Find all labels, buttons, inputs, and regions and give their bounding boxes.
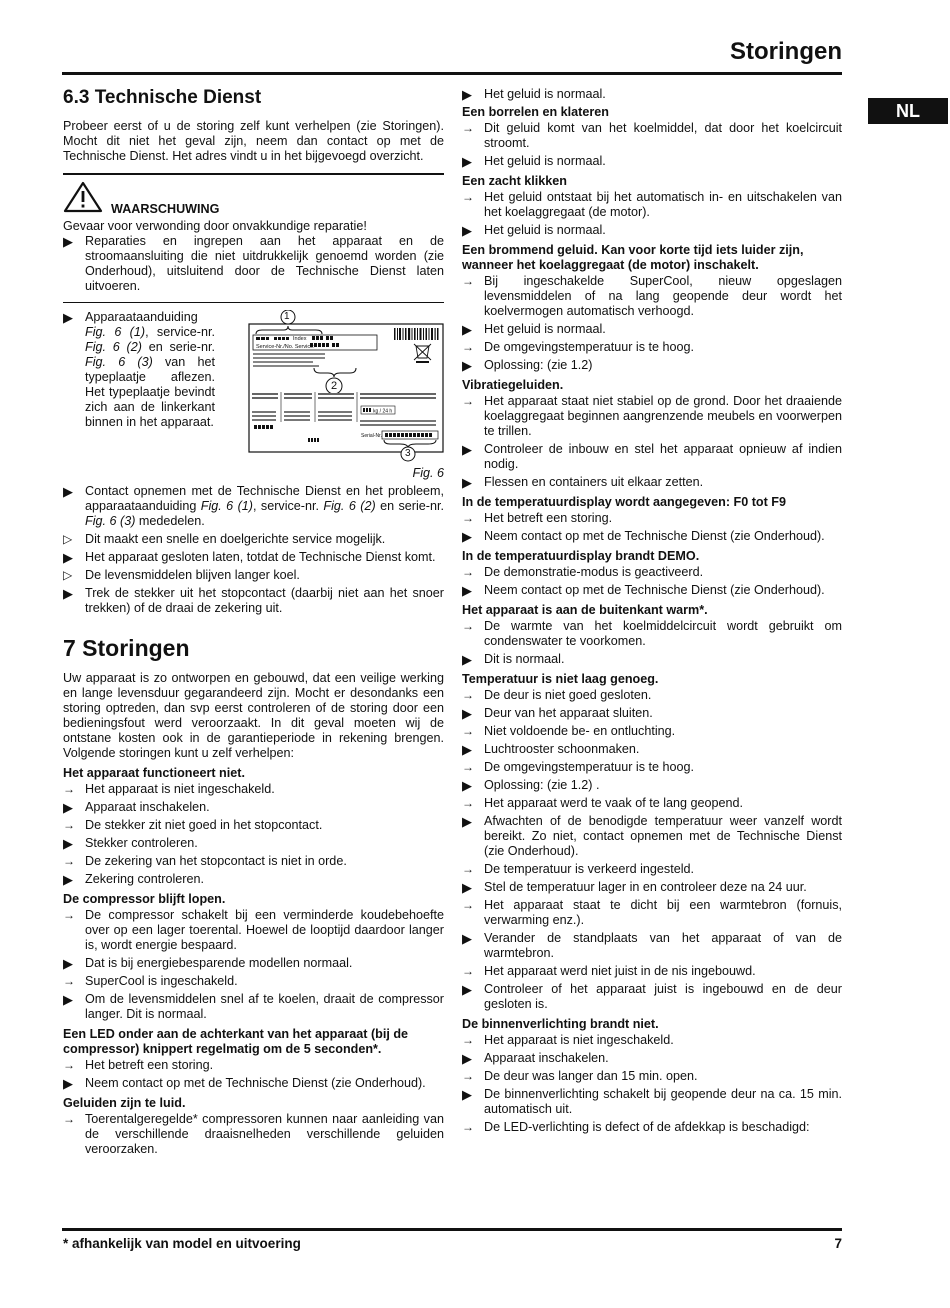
action-text: Dat is bij energiebesparende modellen normaal.	[85, 956, 353, 970]
cause-text: Het apparaat is niet ingeschakeld.	[85, 782, 275, 796]
list-item	[462, 1033, 842, 1048]
list-item	[462, 778, 842, 793]
list-item	[462, 724, 842, 739]
cause-marker: →	[462, 394, 474, 408]
list-item	[462, 619, 842, 649]
plate-index-label: Index	[293, 336, 307, 342]
contact-text-c: en serie-nr.	[375, 499, 444, 513]
cause-text: Het betreft een storing.	[484, 511, 613, 525]
list-item	[462, 1069, 842, 1084]
list-item	[462, 358, 842, 373]
trouble-group-title: Het apparaat functioneert niet.	[63, 766, 245, 780]
cause-text: Bij ingeschakelde SuperCool, nieuw opgeslagen levensmiddelen of na lang geopende deur wordt het koelvermogen automatisch verhoogd.	[484, 274, 842, 318]
fig-text-1: , service-nr.	[145, 325, 216, 339]
action-marker: ▶	[63, 550, 73, 565]
action-text: Het geluid is normaal.	[484, 223, 606, 237]
language-tab: NL	[868, 98, 948, 124]
cause-text: Dit geluid komt van het koelmiddel, dat door het koelcircuit stroomt.	[484, 121, 842, 150]
list-item	[63, 484, 444, 529]
action-text: Apparaat inschakelen.	[484, 1051, 609, 1065]
action-marker: ▶	[63, 310, 73, 325]
list-item	[462, 688, 842, 703]
action-text: Het geluid is normaal.	[484, 154, 606, 168]
list-item	[63, 1112, 444, 1157]
action-marker: ▶	[63, 872, 73, 887]
cause-text: De warmte van het koelmiddelcircuit wordt gebruikt om condenswater te voorkomen.	[484, 619, 842, 648]
action-marker: ▶	[462, 778, 472, 793]
trouble-group	[462, 174, 842, 238]
action-text: Deur van het apparaat sluiten.	[484, 706, 653, 720]
action-marker: ▶	[462, 931, 472, 946]
action-marker: ▶	[462, 1087, 472, 1102]
cause-text: De compressor schakelt bij een verminderde koudebehoefte over op een lager toerental. Hoewel de looptijd daardoor langer is, wordt energie bespaard.	[85, 908, 444, 952]
action-marker: ▶	[63, 234, 73, 249]
action-text: Om de levensmiddelen snel af te koelen, draait de compressor langer. Dit is normaal.	[85, 992, 444, 1021]
divider	[63, 173, 444, 175]
trouble-group-title: Temperatuur is niet laag genoeg.	[462, 672, 659, 686]
divider	[63, 302, 444, 303]
list-item	[462, 982, 842, 1012]
trouble-group	[462, 243, 842, 373]
action-marker: ▶	[63, 836, 73, 851]
cause-text: Het apparaat werd te vaak of te lang geopend.	[484, 796, 744, 810]
trouble-group	[63, 1027, 444, 1091]
list-item	[462, 190, 842, 220]
list-item	[462, 742, 842, 757]
type-plate-figure	[248, 310, 444, 462]
action-marker: ▶	[63, 992, 73, 1007]
trouble-group	[462, 105, 842, 169]
list-item	[462, 442, 842, 472]
storingen-intro: Uw apparaat is zo ontworpen en gebouwd, dat een veilige werking en lange levensduur gegarandeerd zijn. Mocht er desondanks een storing optreden, dan svp eerst controleren of de storing door een bedieningsfout werd veroorzaakt. In dit geval moeten wij de ontstane kosten ook in de garantieperiode in rekening brengen. Volgende storingen kunt u zelf verhelpen:	[63, 671, 444, 760]
list-item	[462, 565, 842, 580]
cause-marker: →	[462, 274, 474, 288]
action-marker: ▶	[462, 322, 472, 337]
trouble-group-title: De binnenverlichting brandt niet.	[462, 1017, 659, 1031]
action-text: Flessen en containers uit elkaar zetten.	[484, 475, 704, 489]
action-marker: ▶	[462, 583, 472, 598]
list-item	[462, 322, 842, 337]
action-text: Het apparaat gesloten laten, totdat de Technische Dienst komt.	[85, 550, 436, 564]
cause-text: Niet voldoende be- en ontluchting.	[484, 724, 676, 738]
list-item	[462, 223, 842, 238]
cause-text: De demonstratie-modus is geactiveerd.	[484, 565, 704, 579]
warning-text: Gevaar voor verwonding door onvakkundige reparatie!	[63, 219, 367, 233]
list-item	[462, 154, 842, 169]
list-item	[63, 818, 444, 833]
action-marker: ▶	[462, 358, 472, 373]
action-text: Stekker controleren.	[85, 836, 198, 850]
warning-action-item	[63, 234, 444, 294]
list-item	[63, 586, 444, 616]
figure-caption: Fig. 6	[412, 466, 444, 480]
plate-serial-label: Serial-Nr.	[361, 433, 382, 439]
list-item	[63, 836, 444, 851]
list-item	[462, 814, 842, 859]
action-text: Stel de temperatuur lager in en controleer deze na 24 uur.	[484, 880, 807, 894]
list-item	[462, 529, 842, 544]
action-text: Luchtrooster schoonmaken.	[484, 742, 640, 756]
action-marker: ▶	[63, 586, 73, 601]
list-item	[462, 340, 842, 355]
list-item	[462, 475, 842, 490]
list-item	[462, 652, 842, 667]
action-text: Oplossing: (zie 1.2) .	[484, 778, 600, 792]
cause-marker: →	[462, 565, 474, 579]
list-item	[462, 1051, 842, 1066]
result-marker: ▷	[63, 568, 73, 582]
cause-marker: →	[462, 1033, 474, 1047]
list-item	[462, 862, 842, 877]
action-marker: ▶	[462, 652, 472, 667]
callout-3-number: 3	[405, 448, 411, 459]
section-heading-technische-dienst: 6.3 Technische Dienst	[63, 87, 262, 108]
warning-header	[63, 181, 444, 217]
result-marker: ▷	[63, 532, 73, 546]
cause-text: SuperCool is ingeschakeld.	[85, 974, 238, 988]
trouble-groups-left	[63, 766, 444, 1157]
action-marker: ▶	[462, 982, 472, 997]
cause-marker: →	[462, 724, 474, 738]
cause-marker: →	[63, 1058, 75, 1072]
action-text: Dit is normaal.	[484, 652, 565, 666]
list-item	[63, 1058, 444, 1073]
fig-text-3: van het typeplaatje aflezen. Het typeplaatje bevindt zich aan de linkerkant binnen in het apparaat.	[85, 355, 216, 429]
cause-marker: →	[63, 818, 75, 832]
action-marker: ▶	[462, 475, 472, 490]
trouble-group	[63, 1096, 444, 1157]
list-item	[462, 1087, 842, 1117]
list-item	[63, 956, 444, 971]
list-item	[462, 706, 842, 721]
result-text: De levensmiddelen blijven langer koel.	[85, 568, 300, 582]
trouble-group-title: Vibratiegeluiden.	[462, 378, 564, 392]
list-item	[462, 1120, 842, 1135]
contact-text-d: mededelen.	[135, 514, 205, 528]
list-item	[63, 974, 444, 989]
right-column	[462, 87, 842, 1138]
trouble-group-title: Een LED onder aan de achterkant van het apparaat (bij de compressor) knippert regelmatig om de 5 seconden*.	[63, 1027, 409, 1056]
trouble-group-title: In de temperatuurdisplay brandt DEMO.	[462, 549, 700, 563]
action-marker: ▶	[462, 1051, 472, 1066]
list-item	[63, 568, 444, 583]
cause-marker: →	[462, 1069, 474, 1083]
list-item	[462, 121, 842, 151]
trouble-group-title: Een brommend geluid. Kan voor korte tijd iets luider zijn, wanneer het koelaggregaat (de motor) inschakelt.	[462, 243, 804, 272]
cause-text: De stekker zit niet goed in het stopcontact.	[85, 818, 323, 832]
list-item	[462, 796, 842, 811]
section-intro: Probeer eerst of u de storing zelf kunt verhelpen (zie Storingen). Mocht dit niet het geval zijn, neem dan contact op met de Technische Dienst. Het adres vindt u in het bijgevoegd overzicht.	[63, 119, 444, 163]
cause-text: De zekering van het stopcontact is niet in orde.	[85, 854, 347, 868]
footer-note: * afhankelijk van model en uitvoering	[63, 1236, 301, 1251]
action-text: Het geluid is normaal.	[484, 87, 606, 101]
cause-marker: →	[462, 796, 474, 810]
contact-fig-ref-3: Fig. 6 (3)	[85, 514, 136, 528]
trouble-group	[462, 672, 842, 1012]
cause-marker: →	[462, 898, 474, 912]
cause-text: De LED-verlichting is defect of de afdekkap is beschadigd:	[484, 1120, 810, 1134]
plate-kg-label: kg / 24 h	[373, 408, 393, 415]
cause-marker: →	[462, 619, 474, 633]
action-marker: ▶	[462, 706, 472, 721]
fig-ref-1: Fig. 6 (1)	[85, 325, 146, 339]
trouble-group-title: Het apparaat is aan de buitenkant warm*.	[462, 603, 708, 617]
cause-text: Het apparaat staat te dicht bij een warmtebron (fornuis, verwarming enz.).	[484, 898, 842, 927]
action-marker: ▶	[462, 880, 472, 895]
contact-text-a: Contact opnemen met de Technische Dienst en het probleem, apparaataanduiding	[85, 484, 444, 513]
action-text: Apparaat inschakelen.	[85, 800, 210, 814]
trouble-group	[63, 766, 444, 887]
action-text: Controleer of het apparaat juist is ingebouwd en de deur gesloten is.	[484, 982, 842, 1011]
action-marker: ▶	[462, 442, 472, 457]
cause-marker: →	[462, 760, 474, 774]
trouble-group	[462, 495, 842, 544]
trouble-group	[462, 603, 842, 667]
trouble-group	[462, 1017, 842, 1135]
contact-fig-ref-1: Fig. 6 (1)	[200, 499, 253, 513]
list-item	[462, 760, 842, 775]
list-item	[63, 800, 444, 815]
cause-text: De omgevingstemperatuur is te hoog.	[484, 760, 695, 774]
left-column	[63, 86, 444, 1160]
list-item	[63, 532, 444, 547]
list-item	[63, 550, 444, 565]
fig-ref-2: Fig. 6 (2)	[85, 340, 142, 354]
fig-text-2: en serie-nr.	[141, 340, 216, 354]
cause-text: Het betreft een storing.	[85, 1058, 214, 1072]
trouble-group	[462, 378, 842, 490]
cause-text: De deur is niet goed gesloten.	[484, 688, 652, 702]
trouble-groups-right	[462, 87, 842, 1135]
list-item	[63, 310, 215, 430]
cause-text: Het apparaat staat niet stabiel op de grond. Door het draaiende koelaggregaat beginnen aangrenzende meubels en voorwerpen te trillen.	[484, 394, 842, 438]
cause-marker: →	[63, 974, 75, 988]
contact-text-b: , service-nr.	[253, 499, 324, 513]
list-item	[63, 854, 444, 869]
footer-rule	[62, 1228, 842, 1231]
action-marker: ▶	[462, 529, 472, 544]
contact-fig-ref-2: Fig. 6 (2)	[323, 499, 376, 513]
list-item	[462, 511, 842, 526]
cause-marker: →	[462, 190, 474, 204]
cause-text: De omgevingstemperatuur is te hoog.	[484, 340, 695, 354]
cause-marker: →	[462, 121, 474, 135]
action-marker: ▶	[63, 484, 73, 499]
result-text: Dit maakt een snelle en doelgerichte service mogelijk.	[85, 532, 386, 546]
action-marker: ▶	[63, 956, 73, 971]
action-text: Afwachten of de benodigde temperatuur weer vanzelf wordt bereikt. Zo niet, contact opnemen met de Technische Dienst (zie Onderhoud).	[484, 814, 842, 858]
contact-instruction	[85, 484, 444, 529]
cause-marker: →	[63, 908, 75, 922]
list-item	[462, 274, 842, 319]
warning-triangle-icon	[63, 181, 103, 217]
list-item	[63, 1076, 444, 1091]
list-item	[63, 872, 444, 887]
cause-marker: →	[462, 688, 474, 702]
trouble-group	[462, 549, 842, 598]
cause-text: Toerentalgeregelde* compressoren kunnen naar aanleiding van de verschillende draaisnelheden verschillende geluiden veroorzaken.	[85, 1112, 444, 1156]
action-marker: ▶	[462, 814, 472, 829]
action-text: Trek de stekker uit het stopcontact (daarbij niet aan het snoer trekken) of de draai de zekering uit.	[85, 586, 444, 615]
action-marker: ▶	[462, 87, 472, 102]
action-text: Controleer de inbouw en stel het apparaat opnieuw af indien nodig.	[484, 442, 842, 471]
trouble-group-title: Een zacht klikken	[462, 174, 567, 188]
fig-item-label: Apparaataanduiding	[85, 310, 198, 324]
callout-1-number: 1	[284, 311, 290, 322]
section-heading-storingen: 7 Storingen	[63, 635, 190, 661]
callout-2-number: 2	[331, 380, 338, 392]
list-item	[63, 782, 444, 797]
header-rule	[62, 72, 842, 75]
fig-ref-3: Fig. 6 (3)	[85, 355, 153, 369]
plate-service-label: Service-Nr./No. Service:	[256, 344, 315, 350]
cause-text: Het apparaat is niet ingeschakeld.	[484, 1033, 674, 1047]
cause-marker: →	[63, 1112, 75, 1126]
action-text: Oplossing: (zie 1.2)	[484, 358, 593, 372]
figure-instructions	[63, 310, 215, 462]
cause-marker: →	[462, 340, 474, 354]
page-number: 7	[834, 1236, 842, 1251]
action-text: Verander de standplaats van het apparaat of van de warmtebron.	[484, 931, 842, 960]
list-item	[63, 992, 444, 1022]
list-item	[462, 931, 842, 961]
cause-text: Het geluid ontstaat bij het automatisch in- en uitschakelen van het koelaggregaat (de motor).	[484, 190, 842, 219]
type-plate-drawing	[248, 310, 444, 462]
cause-marker: →	[462, 511, 474, 525]
action-marker: ▶	[63, 800, 73, 815]
cause-text: Het apparaat werd niet juist in de nis ingebouwd.	[484, 964, 756, 978]
list-item	[462, 898, 842, 928]
action-text: Neem contact op met de Technische Dienst (zie Onderhoud).	[484, 529, 825, 543]
cause-marker: →	[462, 862, 474, 876]
cause-marker: →	[462, 964, 474, 978]
list-item	[462, 964, 842, 979]
action-text: Neem contact op met de Technische Dienst (zie Onderhoud).	[484, 583, 825, 597]
warning-item-text: Reparaties en ingrepen aan het apparaat en de stroomaansluiting die niet uitdrukkelijk genoemd worden (zie Onderhoud), uitsluitend door de Technische Dienst laten uitvoeren.	[85, 234, 444, 293]
list-item	[462, 880, 842, 895]
list-item	[462, 583, 842, 598]
figure-row	[63, 310, 444, 462]
trouble-group-title: In de temperatuurdisplay wordt aangegeven: F0 tot F9	[462, 495, 786, 509]
cause-marker: →	[63, 782, 75, 796]
trouble-group-title: Geluiden zijn te luid.	[63, 1096, 186, 1110]
trouble-group	[462, 87, 842, 102]
action-marker: ▶	[462, 154, 472, 169]
action-text: Zekering controleren.	[85, 872, 205, 886]
action-marker: ▶	[462, 742, 472, 757]
list-item-text	[85, 310, 215, 430]
page-header-title: Storingen	[730, 38, 842, 65]
list-item	[462, 394, 842, 439]
cause-text: De deur was langer dan 15 min. open.	[484, 1069, 698, 1083]
trouble-group-title: Een borrelen en klateren	[462, 105, 609, 119]
action-marker: ▶	[462, 223, 472, 238]
list-item	[63, 908, 444, 953]
action-text: Het geluid is normaal.	[484, 322, 606, 336]
trouble-group	[63, 892, 444, 1022]
trouble-group-title: De compressor blijft lopen.	[63, 892, 226, 906]
cause-marker: →	[63, 854, 75, 868]
cause-text: De temperatuur is verkeerd ingesteld.	[484, 862, 694, 876]
action-marker: ▶	[63, 1076, 73, 1091]
cause-marker: →	[462, 1120, 474, 1134]
warning-title: WAARSCHUWING	[111, 202, 220, 216]
list-item	[462, 87, 842, 102]
action-text: De binnenverlichting schakelt bij geopende deur na ca. 15 min. automatisch uit.	[484, 1087, 842, 1116]
action-text: Neem contact op met de Technische Dienst (zie Onderhoud).	[85, 1076, 426, 1090]
